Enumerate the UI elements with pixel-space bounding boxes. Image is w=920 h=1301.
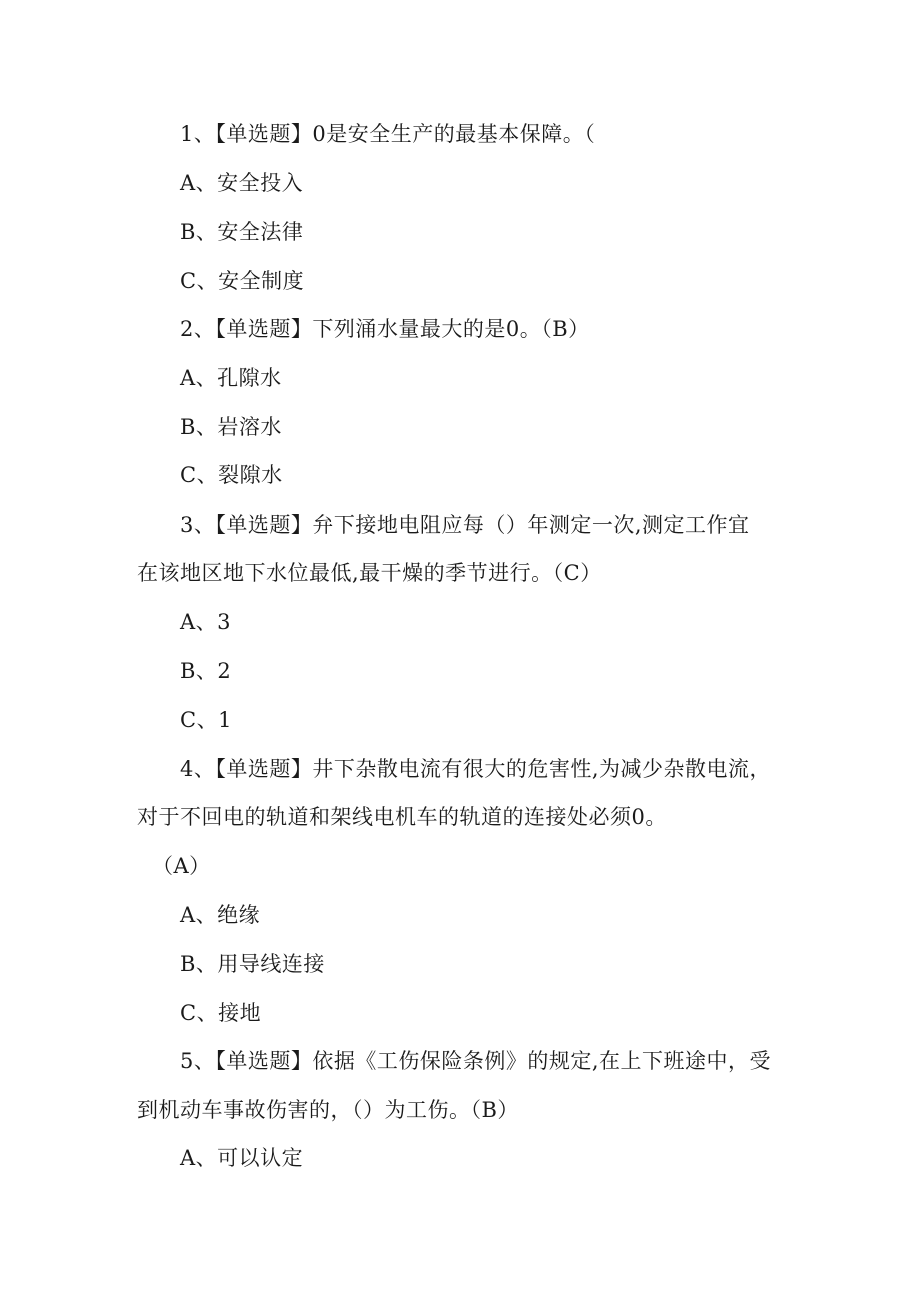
question-4-option-b: B、用导线连接 xyxy=(180,952,325,976)
question-2-option-a: A、孔隙水 xyxy=(180,366,282,390)
question-3-text-continued: 在该地区地下水位最低,最干燥的季节进行。（C） xyxy=(137,561,602,585)
question-4-text-continued: 对于不回电的轨道和架线电机车的轨道的连接处必须0。 xyxy=(137,805,667,829)
question-4-option-c: C、接地 xyxy=(180,1001,262,1025)
question-1-option-a: A、安全投入 xyxy=(180,171,304,195)
question-5-text: 5、【单选题】依据《工伤保险条例》的规定,在上下班途中，受 xyxy=(180,1049,772,1073)
question-2-option-b: B、岩溶水 xyxy=(180,415,282,439)
question-3-option-c: C、1 xyxy=(180,708,232,732)
question-4-answer: （A） xyxy=(152,854,211,878)
question-5-option-a: A、可以认定 xyxy=(180,1146,304,1170)
question-2-text: 2、【单选题】下列涌水量最大的是0。（B） xyxy=(180,317,590,341)
question-4-text: 4、【单选题】井下杂散电流有很大的危害性,为减少杂散电流， xyxy=(180,757,772,781)
question-5-text-continued: 到机动车事故伤害的，（）为工伤。（B） xyxy=(137,1098,519,1122)
question-4-option-a: A、绝缘 xyxy=(180,903,261,927)
question-1-option-b: B、安全法律 xyxy=(180,220,304,244)
question-3-option-a: A、3 xyxy=(180,610,232,634)
question-1-option-c: C、安全制度 xyxy=(180,269,305,293)
question-3-option-b: B、2 xyxy=(180,659,232,683)
question-3-text: 3、【单选题】弁下接地电阻应每（）年测定一次,测定工作宜 xyxy=(180,513,750,537)
question-2-option-c: C、裂隙水 xyxy=(180,463,283,487)
question-1-text: 1、【单选题】0是安全生产的最基本保障。（ xyxy=(180,122,596,146)
